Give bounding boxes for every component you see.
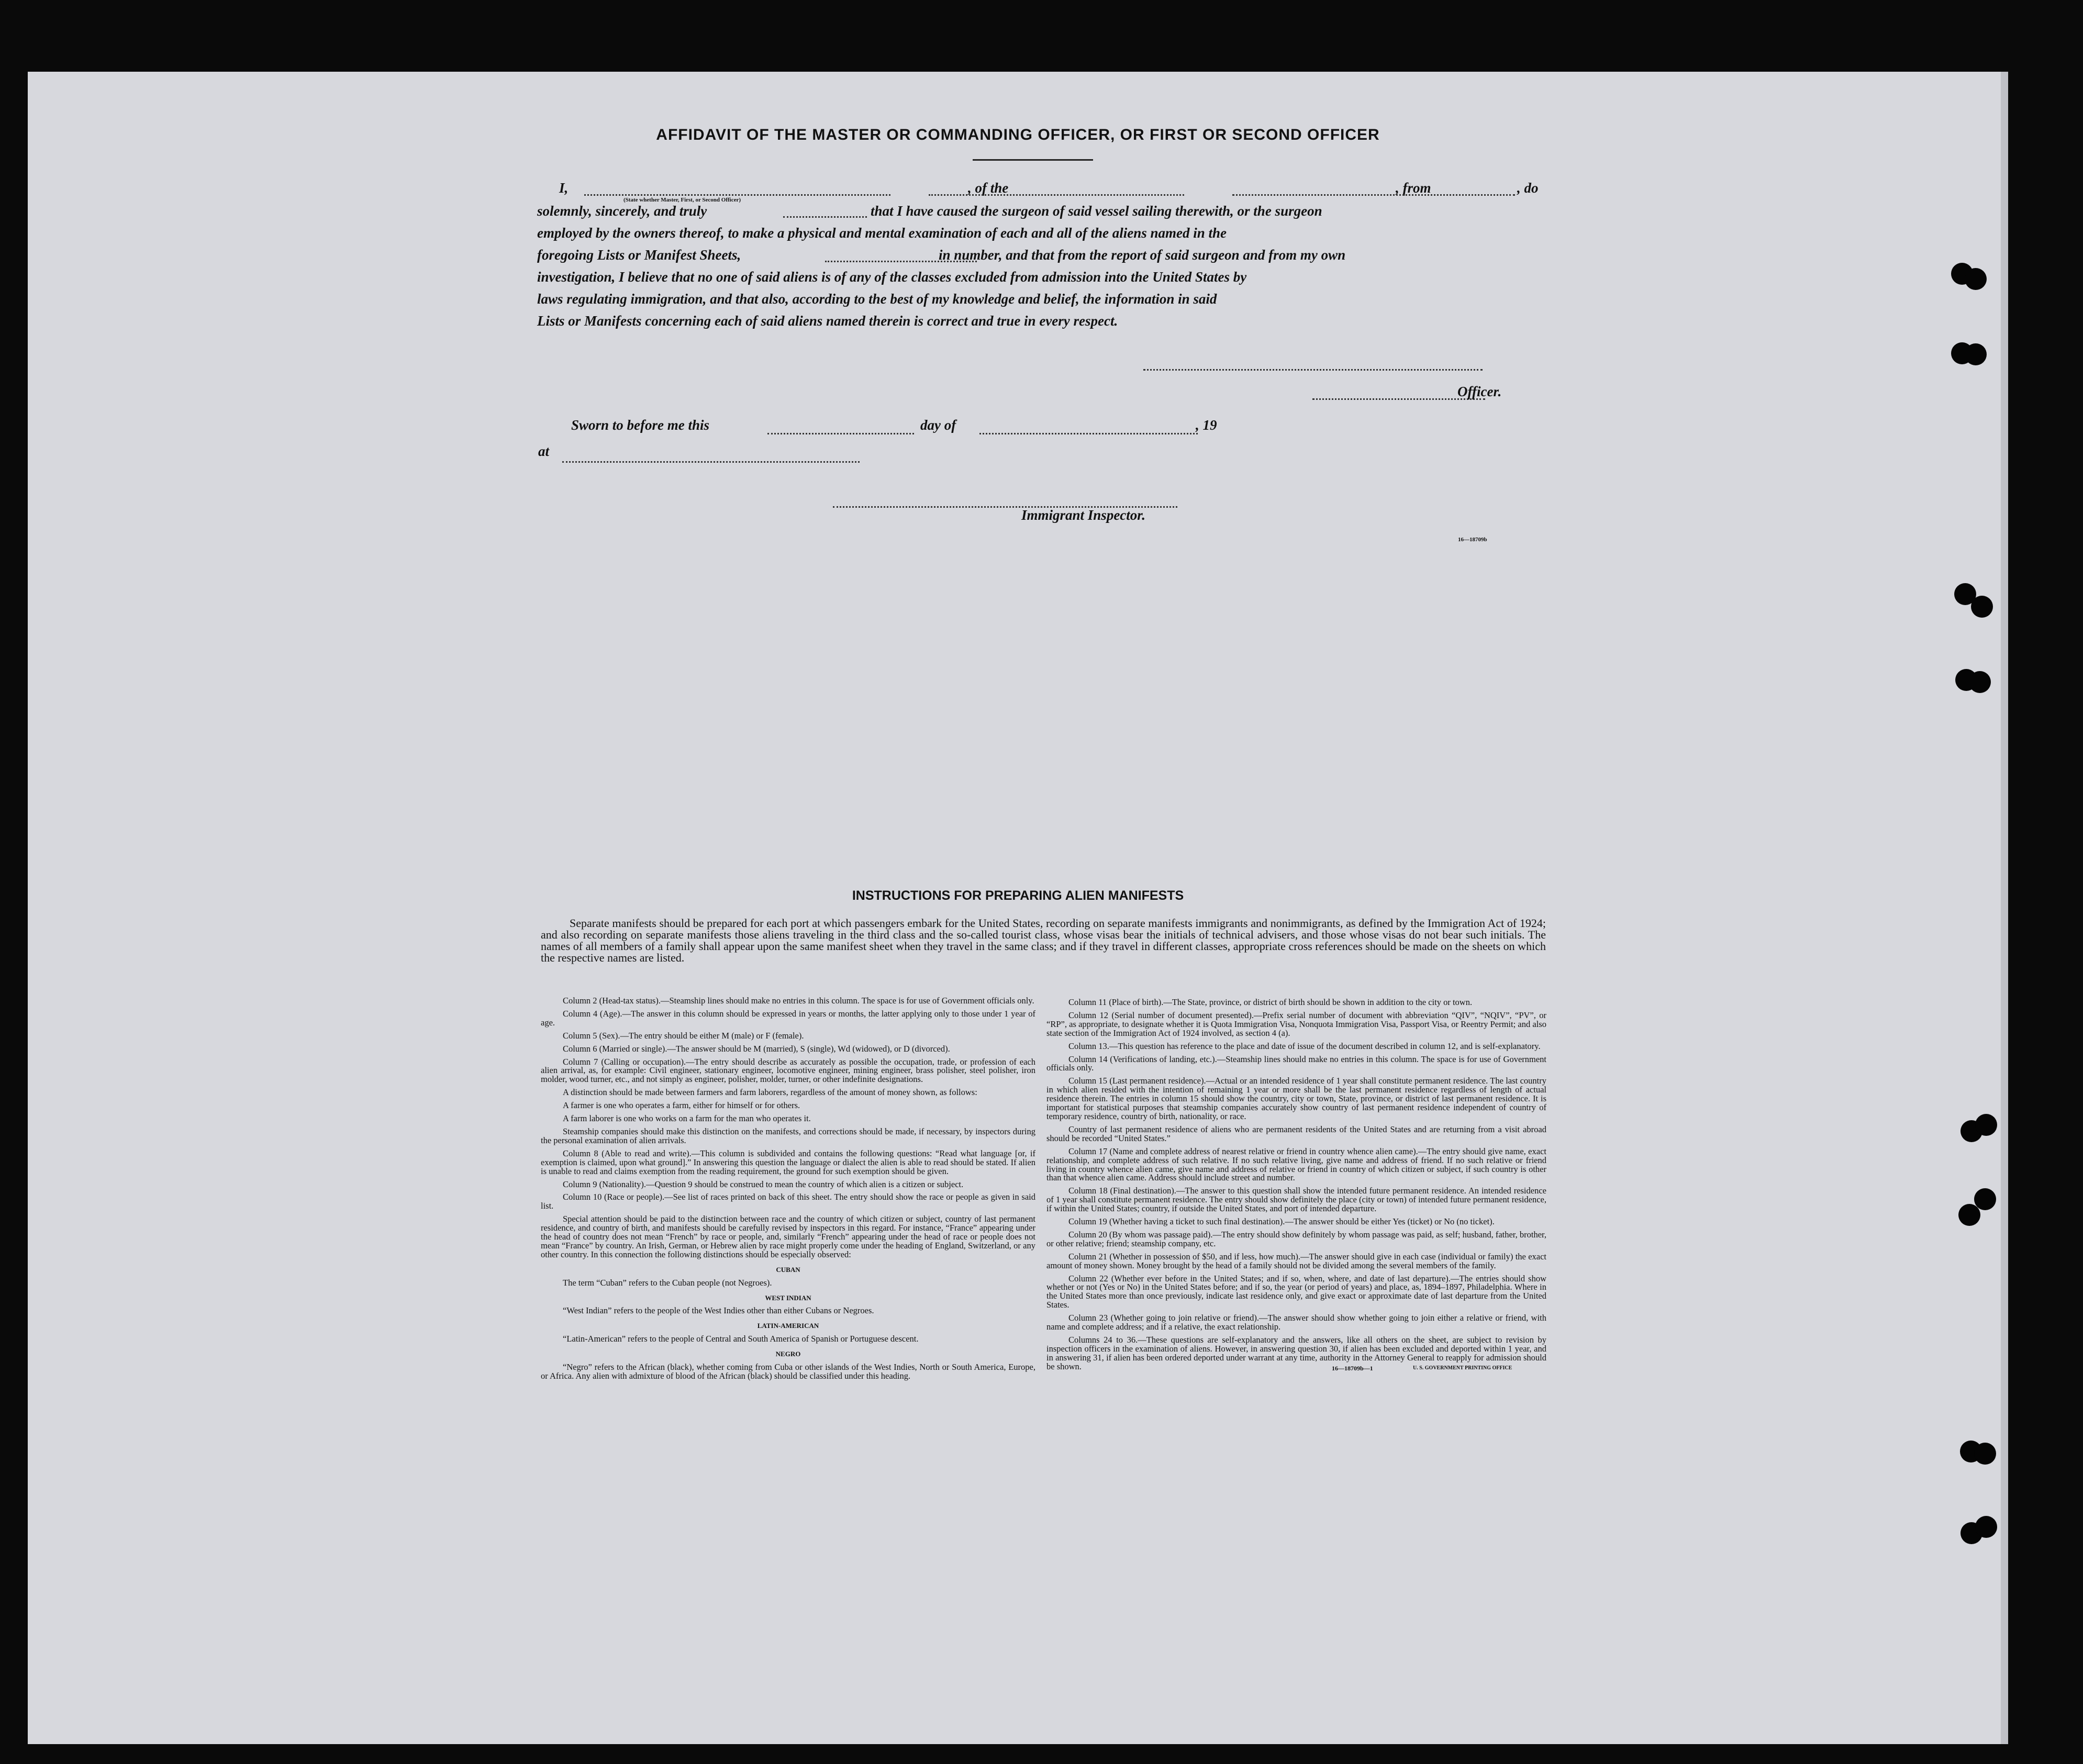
instr-col23: Column 23 (Whether going to join relative or friend).—The answer should show whether going to join either a relative or friend, with name and complete address; and if a relative, the exact relationship. bbox=[1046, 1313, 1546, 1332]
footer-form-code: 16—18709b—1 bbox=[1332, 1364, 1373, 1372]
instr-special-attention: Special attention should be paid to the distinction between race and the country of which citizen or subject, country of last permanent residence, and country of birth, and manifests should be carefully revised by inspectors in this regard. For instance, “France” appearing under the head of country does not mean “French” by race or people, and, similarly “French” appearing under the head of race or people does not mean “France” by country. An Irish, German, or Hebrew alien by race might properly come under the heading of England, Switzerland, or any other country. In this connection the following distinctions should be especially observed: bbox=[541, 1214, 1035, 1259]
instr-col10: Column 10 (Race or people).—See list of races printed on back of this sheet. The entry should show the race or people as given in said list. bbox=[541, 1192, 1035, 1211]
instr-cuban: The term “Cuban” refers to the Cuban people (not Negroes). bbox=[563, 1277, 772, 1288]
day-of-label: day of bbox=[920, 417, 956, 433]
oath-line-3: employed by the owners thereof, to make a physical and mental examination of each and all of the aliens named in the bbox=[537, 225, 1227, 241]
sworn-month-field[interactable] bbox=[979, 433, 1198, 434]
instr-col24-36: Columns 24 to 36.—These questions are self-explanatory and the answers, like all others on the sheet, are subject to revision by inspection officers in the examination of aliens. However, in answering question 30, if alien has been excluded and deported within 1 year, and in answering 31, if alien has been ordered deported under warrant at any time, authority in the Attorney General to reapply for admission should be shown. bbox=[1046, 1335, 1546, 1371]
oath-type-field[interactable] bbox=[783, 216, 867, 218]
oath-from: , from bbox=[1396, 180, 1431, 196]
oath-line-7: Lists or Manifests concerning each of said aliens named therein is correct and true in every respect. bbox=[537, 313, 1118, 329]
instructions-title: INSTRUCTIONS FOR PREPARING ALIEN MANIFESTS bbox=[852, 888, 1184, 903]
instr-col22: Column 22 (Whether ever before in the United States; and if so, when, where, and date of last departure).—The entries should show whether or not (Yes or No) in the United States before; and if so, the year (or period of years) and place, as, 1894–1897, Philadelphia. Where in the United States more than once previously, indicate last residence only, and give exact or approximate date of last departure from the United States. bbox=[1046, 1273, 1546, 1310]
instr-col11: Column 11 (Place of birth).—The State, province, or district of birth should be shown in addition to the city or town. bbox=[1068, 997, 1473, 1007]
oath-line-2: solemnly, sincerely, and truly that I have caused the surgeon of said vessel sailing therewith, or the surgeon bbox=[537, 203, 1322, 219]
instructions-left-column bbox=[541, 997, 1035, 1385]
instr-col14: Column 14 (Verifications of landing, etc.).—Steamship lines should make no entries in this column. The space is for use of Government officials only. bbox=[1046, 1054, 1546, 1073]
punch-hole bbox=[1975, 1114, 1997, 1136]
instr-steamship-distinction: Steamship companies should make this distinction on the manifests, and corrections should be made, if necessary, by inspectors during the personal examination of alien arrivals. bbox=[541, 1126, 1035, 1145]
punch-hole bbox=[1971, 596, 1993, 618]
punch-hole bbox=[1975, 1516, 1997, 1538]
instr-us-residents: Country of last permanent residence of aliens who are permanent residents of the United States and are returning from a visit abroad should be recorded “United States.” bbox=[1046, 1124, 1546, 1143]
instr-col7: Column 7 (Calling or occupation).—The entry should describe as accurately as possible the occupation, trade, or profession of each alien arrival, as, for example: Civil engineer, stationary engineer, locomotive engineer, mining engineer, brass polisher, steel polisher, iron molder, wood turner, etc., and not simply as engineer, polisher, molder, turner, or other indefinite designations. bbox=[541, 1056, 1035, 1085]
instr-col20: Column 20 (By whom was passage paid).—The entry should show definitely by whom passage was paid, as self; husband, father, brother, or other relative; friend; steamship company, etc. bbox=[1046, 1229, 1546, 1248]
instructions-intro: Separate manifests should be prepared for each port at which passengers embark for the United States, recording on separate manifests immigrants and nonimmigrants, as defined by the Immigration Act of 1924; and also recording on separate manifests those aliens traveling in the third class and the so-called tourist class, whose visas bear the initials of technical advisers, and those whose visas do not bear such initials. The names of all members of a family shall appear upon the same manifest sheet when they travel in the same class; and if they travel in different classes, appropriate cross references should be made on the sheets on which the respective names are listed. bbox=[541, 917, 1546, 964]
footer-printer: U. S. GOVERNMENT PRINTING OFFICE bbox=[1413, 1365, 1512, 1371]
heading-negro: NEGRO bbox=[775, 1350, 801, 1358]
heading-latin-american: LATIN-AMERICAN bbox=[757, 1322, 819, 1330]
port-field[interactable] bbox=[1232, 194, 1515, 196]
sheet-edge bbox=[2001, 72, 2008, 1744]
year-label: , 19 bbox=[1196, 417, 1217, 433]
oath-line-4: foregoing Lists or Manifest Sheets, in number, and that from the report of said surgeon and from my own bbox=[537, 247, 1346, 263]
instr-west-indian: “West Indian” refers to the people of the West Indies other than either Cubans or Negroes. bbox=[563, 1305, 874, 1316]
instr-col12: Column 12 (Serial number of document presented).—Prefix serial number of document with abbreviation “QIV”, “NQIV”, “PV”, or “RP”, as appropriate, to designate whether it is Quota Immigration Visa, Nonquota Immigration Visa, Passport Visa, or Reentry Permit; and also state section of the Immigration Act of 1924 involved, as section 4 (a). bbox=[1046, 1010, 1546, 1038]
instr-latin-american: “Latin-American” refers to the people of Central and South America of Spanish or Portuguese descent. bbox=[563, 1334, 919, 1344]
oath-do: , do bbox=[1517, 180, 1539, 196]
punch-hole bbox=[1969, 671, 1991, 693]
punch-hole bbox=[1974, 1443, 1996, 1465]
instr-col18: Column 18 (Final destination).—The answer to this question shall show the intended future permanent residence. An intended residence of 1 year shall constitute permanent residence. The entry should show definitely the place (city or town) of intended future permanent residence, if within the United States; country, if outside the United States, and port of intended departure. bbox=[1046, 1186, 1546, 1214]
punch-hole bbox=[1965, 343, 1987, 365]
heading-cuban: CUBAN bbox=[776, 1265, 800, 1274]
instr-col21: Column 21 (Whether in possession of $50, and if less, how much).—The answer should give in each case (individual or family) the exact amount of money shown. Money brought by the head of a family should not be divided among the several members of the family. bbox=[1046, 1251, 1546, 1270]
oath-i: I, bbox=[559, 180, 569, 196]
instr-col4: Column 4 (Age).—The answer in this column should be expressed in years or months, the latter applying only to those under 1 year of age. bbox=[541, 1008, 1035, 1028]
instr-farmers: A distinction should be made between farmers and farm laborers, regardless of the amount of money shown, as follows: bbox=[563, 1087, 977, 1098]
oath-line-6: laws regulating immigration, and that also, according to the best of my knowledge and belief, the information in said bbox=[537, 291, 1217, 307]
form-sheet bbox=[28, 72, 2008, 1744]
form-code: 16—18709b bbox=[1458, 537, 1487, 543]
affidavit-title: AFFIDAVIT OF THE MASTER OR COMMANDING OFFICER, OR FIRST OR SECOND OFFICER bbox=[656, 126, 1380, 143]
officer-rank-field[interactable] bbox=[584, 194, 890, 196]
instr-col8: Column 8 (Able to read and write).—This column is subdivided and contains the following questions: “Read what language [or, if exemption is claimed, upon what ground].” In answering this question the language or dialect the alien is able to read should be stated. If alien is unable to read and claims exemption from the reading requirement, the ground for such exemption should be given. bbox=[541, 1148, 1035, 1176]
instr-col19: Column 19 (Whether having a ticket to such final destination).—The answer should be either Yes (ticket) or No (no ticket). bbox=[1068, 1216, 1495, 1227]
signature-field[interactable] bbox=[1143, 369, 1483, 371]
sworn-day-field[interactable] bbox=[767, 433, 914, 434]
instr-col6: Column 6 (Married or single).—The answer should be M (married), S (single), Wd (widowed), or D (divorced). bbox=[563, 1043, 950, 1054]
instructions-right-column bbox=[1046, 998, 1546, 1375]
sworn-label: Sworn to before me this bbox=[571, 417, 710, 433]
instr-col5: Column 5 (Sex).—The entry should be either M (male) or F (female). bbox=[563, 1030, 804, 1041]
instr-negro: “Negro” refers to the African (black), whether coming from Cuba or other islands of the West Indies, North or South America, Europe, or Africa. Any alien with admixture of blood of the African (black) should be classified under this heading. bbox=[541, 1362, 1035, 1381]
inspector-label: Immigrant Inspector. bbox=[1021, 507, 1146, 523]
title-underline bbox=[973, 159, 1093, 161]
at-label: at bbox=[538, 443, 550, 459]
rank-note: (State whether Master, First, or Second Officer) bbox=[623, 197, 741, 203]
sworn-place-field[interactable] bbox=[562, 461, 860, 463]
punch-hole bbox=[1965, 268, 1987, 290]
instr-col15: Column 15 (Last permanent residence).—Actual or an intended residence of 1 year shall constitute permanent residence. The last country in which alien resided with the intention of remaining 1 year or more shall be the last permanent residence regardless of length of actual residence therein. The entries in column 15 should show the country, city or town, State, province, or district of last permanent residence. It is important for statistical purposes that steamship companies accurately show country of last permanent residence independent of country of temporary residence, country of birth, nationality, or race. bbox=[1046, 1076, 1546, 1121]
sheet-count-field[interactable] bbox=[825, 261, 977, 262]
instr-col13: Column 13.—This question has reference to the place and date of issue of the document described in column 12, and is self-explanatory. bbox=[1068, 1041, 1541, 1051]
instr-col2: Column 2 (Head-tax status).—Steamship lines should make no entries in this column. The space is for use of Government officials only. bbox=[563, 996, 1034, 1006]
instr-farm-laborer-def: A farm laborer is one who works on a farm for the man who operates it. bbox=[563, 1113, 811, 1124]
vessel-field[interactable] bbox=[929, 194, 1184, 196]
footer-codes bbox=[1046, 1366, 1546, 1375]
instr-col17: Column 17 (Name and complete address of nearest relative or friend in country whence alien came).—The entry should give name, exact relationship, and complete address of such relative. If no such relative living, give name and address of friend. If no such relative or friend living in country whence alien came, give name and address of relative or friend in country of which citizen or subject, if such country is other than that whence alien came. Address should include street and number. bbox=[1046, 1146, 1546, 1183]
heading-west-indian: WEST INDIAN bbox=[765, 1293, 811, 1302]
officer-label: Officer. bbox=[1457, 384, 1502, 399]
instr-col9: Column 9 (Nationality).—Question 9 should be construed to mean the country of which alien is a citizen or subject. bbox=[563, 1179, 964, 1189]
punch-hole bbox=[1974, 1188, 1996, 1210]
instr-farmer-def: A farmer is one who operates a farm, either for himself or for others. bbox=[563, 1100, 800, 1111]
oath-line-5: investigation, I believe that no one of said aliens is of any of the classes excluded from admission into the United States by bbox=[537, 269, 1247, 285]
oath-of-the: , of the bbox=[968, 180, 1009, 196]
